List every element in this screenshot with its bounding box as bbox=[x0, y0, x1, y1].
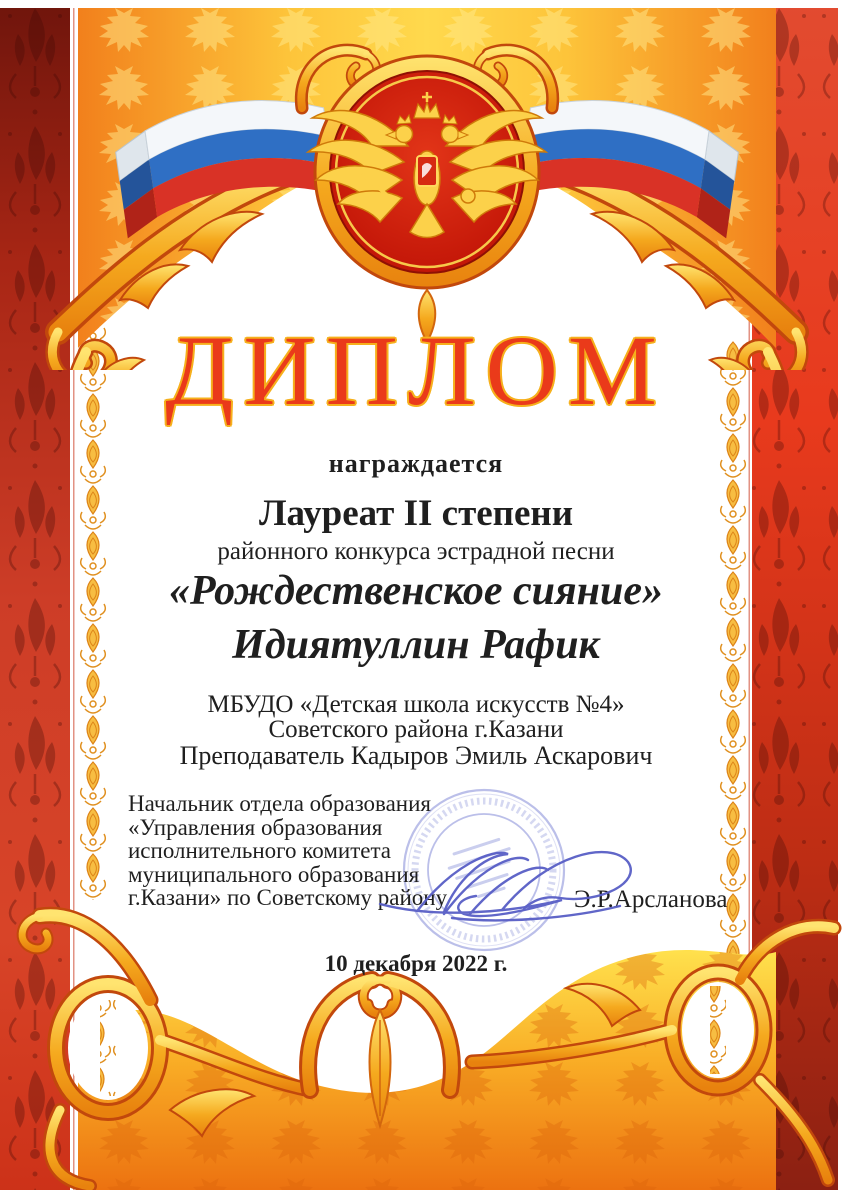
official-line: «Управления образования bbox=[128, 814, 383, 840]
school-name: МБУДО «Детская школа искусств №4» bbox=[207, 691, 625, 718]
signatory-name: Э.Р.Арсланова bbox=[574, 886, 728, 913]
official-line: Начальник отдела образования bbox=[128, 791, 431, 816]
recipient-name: Идиятуллин Рафик bbox=[232, 622, 600, 668]
official-line: муниципального образования bbox=[128, 861, 420, 887]
school-district: Советского района г.Казани bbox=[268, 716, 564, 743]
handwritten-signature bbox=[352, 826, 672, 936]
award-degree: Лауреат II степени bbox=[258, 493, 574, 534]
official-line: г.Казани» по Советскому району bbox=[128, 885, 448, 911]
contest-name: «Рождественское сияние» bbox=[169, 568, 663, 614]
contest-description: районного конкурса эстрадной песни bbox=[217, 538, 615, 565]
diploma-title: ДИПЛОМ bbox=[165, 315, 667, 426]
teacher-line: Преподаватель Кадыров Эмиль Аскарович bbox=[179, 741, 653, 770]
awarded-label: награждается bbox=[328, 449, 504, 478]
official-line: исполнительного комитета bbox=[128, 838, 391, 864]
date-line: 10 декабря 2022 г. bbox=[324, 951, 508, 976]
